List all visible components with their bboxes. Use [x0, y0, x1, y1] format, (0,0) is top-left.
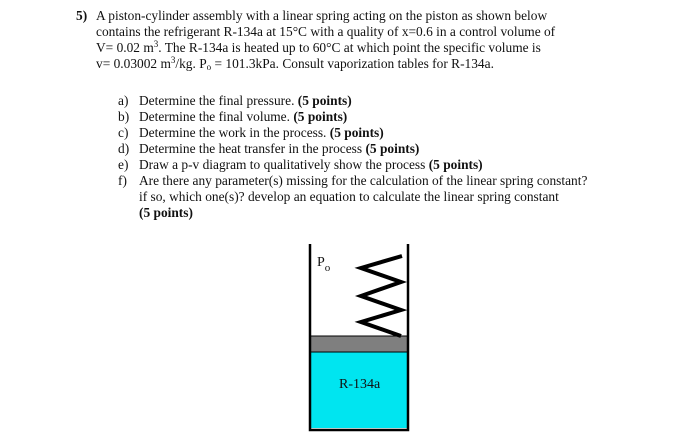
fluid-label: R-134a: [339, 377, 381, 392]
part-e: [118, 157, 638, 173]
part-points: (5 points): [365, 141, 420, 156]
part-text: Draw a p-v diagram to qualitatively show the process: [139, 157, 426, 172]
intro-line-3: V= 0.02 $m^3$. The R-134a is heated up to 60°C at which point the specific volume is: [96, 39, 541, 55]
part-points: (5 points): [297, 93, 352, 108]
part-points: (5 points): [293, 109, 348, 124]
part-c: [118, 125, 638, 141]
linear-spring: [361, 256, 402, 336]
part-text: Determine the work in the process.: [139, 125, 327, 140]
part-points: (5 points): [139, 205, 193, 220]
problem-intro: [96, 8, 656, 72]
ambient-pressure-label: $P_o$: [317, 255, 331, 274]
part-text-continued: if so, which one(s)? develop an equation to calculate the linear spring constant: [139, 189, 559, 204]
part-b: [118, 109, 638, 125]
part-d: [118, 141, 638, 157]
part-label: c): [118, 125, 129, 140]
part-label: f): [118, 173, 127, 188]
intro-line-4: v= 0.03002 $m^3/kg$. $P_o = 101.3kPa$. Consult vaporization tables for R-134a.: [96, 55, 494, 72]
piston-cylinder-diagram: [305, 242, 413, 432]
part-text: Determine the final pressure.: [139, 93, 295, 108]
problem-statement: [76, 8, 656, 220]
part-points: (5 points): [329, 125, 384, 140]
question-parts: [118, 93, 638, 221]
part-text: Determine the heat transfer in the process: [139, 141, 363, 156]
part-label: b): [118, 109, 130, 124]
part-f: [118, 173, 638, 221]
part-text: Determine the final volume.: [139, 109, 290, 124]
part-label: a): [118, 93, 129, 108]
part-label: e): [118, 157, 129, 172]
part-label: d): [118, 141, 130, 156]
intro-line-1: A piston-cylinder assembly with a linear spring acting on the piston as shown below: [96, 8, 548, 23]
intro-line-2: contains the refrigerant R-134a at 15°C with a quality of x=0.6 in a control volume of: [96, 24, 556, 39]
part-points: (5 points): [428, 157, 483, 172]
part-text: Are there any parameter(s) missing for the calculation of the linear spring constant?: [139, 173, 588, 188]
piston: [311, 336, 407, 352]
part-a: [118, 93, 638, 109]
problem-number: 5): [76, 8, 88, 23]
